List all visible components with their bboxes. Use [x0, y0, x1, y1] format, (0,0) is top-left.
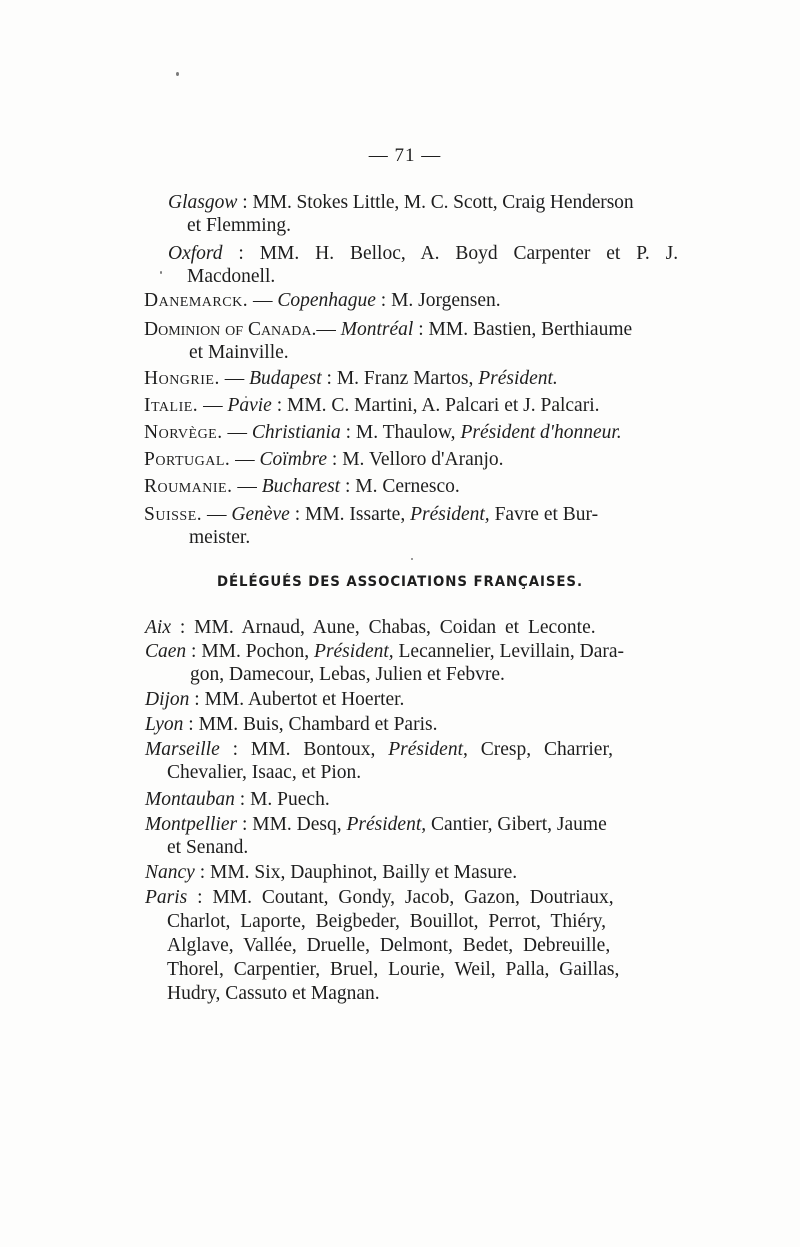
title-president: Président,	[410, 504, 490, 525]
city-name: Oxford	[168, 243, 223, 264]
title-president: Président	[388, 739, 463, 760]
entry-norvege: Norvège. — Christiania : M. Thaulow, Président d'honneur.	[144, 422, 622, 443]
continuation-line: Charlot, Laporte, Beigbeder, Bouillot, Perrot, Thiéry,	[167, 911, 607, 932]
city-name: Copenhague	[277, 290, 376, 311]
city-name: Christiania	[251, 422, 341, 443]
country-name: Italie.	[144, 395, 199, 416]
print-speck	[411, 558, 413, 560]
delegate-names: M. Thaulow,	[355, 422, 461, 443]
title-president: Président.	[478, 368, 558, 389]
city-name: Genève	[231, 504, 290, 525]
delegate-names: M. Franz Martos,	[336, 368, 479, 389]
continuation-line: gon, Damecour, Lebas, Julien et Febvre.	[190, 664, 505, 685]
title-president-honneur: Président d'honneur.	[460, 422, 622, 443]
city-name: Budapest	[249, 368, 322, 389]
continuation-line: Alglave, Vallée, Druelle, Delmont, Bedet, Debreuille,	[167, 935, 611, 956]
entry-italie: Italie. — Pavie : MM. C. Martini, A. Palcari et J. Palcari.	[144, 395, 600, 416]
city-name: Lyon	[145, 714, 184, 735]
entry-canada: Dominion of Canada.— Montréal : MM. Bastien, Berthiaume et Mainville.	[144, 319, 633, 363]
city-name: Dijon	[145, 689, 190, 710]
continuation-line: Macdonell.	[187, 266, 276, 287]
city-name: Montréal	[340, 319, 414, 340]
entry-roumanie: Roumanie. — Bucharest : M. Cernesco.	[144, 476, 460, 497]
entry-portugal: Portugal. — Coïmbre : M. Velloro d'Aranjo.	[144, 449, 504, 470]
entry-hongrie: Hongrie. — Budapest : M. Franz Martos, Président.	[144, 368, 558, 389]
country-name: Portugal.	[144, 449, 231, 470]
entry-marseille: Marseille : MM. Bontoux, Président, Cresp, Charrier, Chevalier, Isaac, et Pion.	[145, 739, 614, 783]
city-name: Bucharest	[261, 476, 341, 497]
title-president: Président,	[314, 641, 394, 662]
city-name: Caen	[145, 641, 187, 662]
print-speck	[176, 72, 179, 76]
delegate-names: MM. H. Belloc, A. Boyd Carpenter et P. J.	[259, 243, 679, 264]
entry-danemarck: Danemarck. — Copenhague : M. Jorgensen.	[144, 290, 501, 311]
section-title: DÉLÉGUÉS DES ASSOCIATIONS FRANÇAISES.	[217, 574, 583, 590]
country-name: Suisse.	[144, 504, 203, 525]
city-name: Marseille	[145, 739, 220, 760]
entry-paris: Paris : MM. Coutant, Gondy, Jacob, Gazon, Doutriaux, Charlot, Laporte, Beigbeder, Bouillot, Perrot, Thiéry, Alglave, Vallée, Druelle, Delmont, Bedet, Debreuille, Thorel, Carpentier, Bruel, Lourie, Weil, Palla, Gaillas, Hudry, Cassuto et Magnan.	[145, 887, 620, 1004]
city-name: Nancy	[145, 862, 195, 883]
delegate-names: MM. Issarte,	[305, 504, 411, 525]
delegate-names: MM. C. Martini, A. Palcari et J. Palcari.	[287, 395, 600, 416]
city-name: Pavie	[227, 395, 272, 416]
city-name: Coïmbre	[259, 449, 328, 470]
entry-montauban: Montauban : M. Puech.	[145, 789, 330, 810]
continuation-line: et Senand.	[167, 837, 249, 858]
delegate-names: MM. Stokes Little, M. C. Scott, Craig Henderson	[252, 192, 634, 213]
delegate-names: MM. Aubertot et Hoerter.	[204, 689, 405, 710]
city-name: Montauban	[145, 789, 235, 810]
continuation-line: meister.	[189, 527, 251, 548]
country-name: Roumanie.	[144, 476, 233, 497]
city-name: Glasgow	[168, 192, 238, 213]
entry-suisse: Suisse. — Genève : MM. Issarte, Président, Favre et Bur- meister.	[144, 504, 599, 548]
continuation-line: Thorel, Carpentier, Bruel, Lourie, Weil, Palla, Gaillas,	[167, 959, 620, 980]
entry-glasgow: Glasgow : MM. Stokes Little, M. C. Scott, Craig Henderson et Flemming.	[168, 192, 634, 236]
delegate-names: MM. Buis, Chambard et Paris.	[198, 714, 438, 735]
delegate-names: MM. Arnaud, Aune, Chabas, Coidan et Leconte.	[194, 617, 596, 638]
entry-nancy: Nancy : MM. Six, Dauphinot, Bailly et Masure.	[145, 862, 518, 883]
country-name: Danemarck.	[144, 290, 249, 311]
city-name: Paris	[145, 887, 188, 908]
country-name: Norvège.	[144, 422, 223, 443]
entry-montpellier: Montpellier : MM. Desq, Président, Cantier, Gibert, Jaume et Senand.	[145, 814, 607, 858]
entry-oxford: Oxford : MM. H. Belloc, A. Boyd Carpenter et P. J. Macdonell.	[168, 243, 679, 287]
city-name: Montpellier	[145, 814, 238, 835]
continuation-line: Hudry, Cassuto et Magnan.	[167, 983, 380, 1004]
continuation-line: Chevalier, Isaac, et Pion.	[167, 762, 362, 783]
continuation-line: et Flemming.	[187, 215, 291, 236]
print-speck	[160, 271, 162, 274]
entry-caen: Caen : MM. Pochon, Président, Lecannelier, Levillain, Dara- gon, Damecour, Lebas, Julien et Febvre.	[145, 641, 625, 685]
delegate-names: M. Cernesco.	[355, 476, 460, 497]
entry-lyon: Lyon : MM. Buis, Chambard et Paris.	[145, 714, 438, 735]
country-name: Dominion of Canada.	[144, 319, 317, 340]
delegate-names: MM. Bastien, Berthiaume	[428, 319, 633, 340]
title-president: Président,	[346, 814, 427, 835]
delegate-names: MM. Coutant, Gondy, Jacob, Gazon, Doutriaux,	[212, 887, 614, 908]
entry-aix: Aix : MM. Arnaud, Aune, Chabas, Coidan et Leconte.	[145, 617, 596, 638]
delegate-names: M. Jorgensen.	[391, 290, 501, 311]
continuation-line: et Mainville.	[189, 342, 289, 363]
city-name: Aix	[145, 617, 171, 638]
delegate-names: M. Velloro d'Aranjo.	[342, 449, 504, 470]
page-number: — 71 —	[368, 145, 442, 166]
delegate-names: MM. Six, Dauphinot, Bailly et Masure.	[210, 862, 518, 883]
delegate-names: M. Puech.	[250, 789, 330, 810]
entry-dijon: Dijon : MM. Aubertot et Hoerter.	[145, 689, 405, 710]
country-name: Hongrie.	[144, 368, 220, 389]
